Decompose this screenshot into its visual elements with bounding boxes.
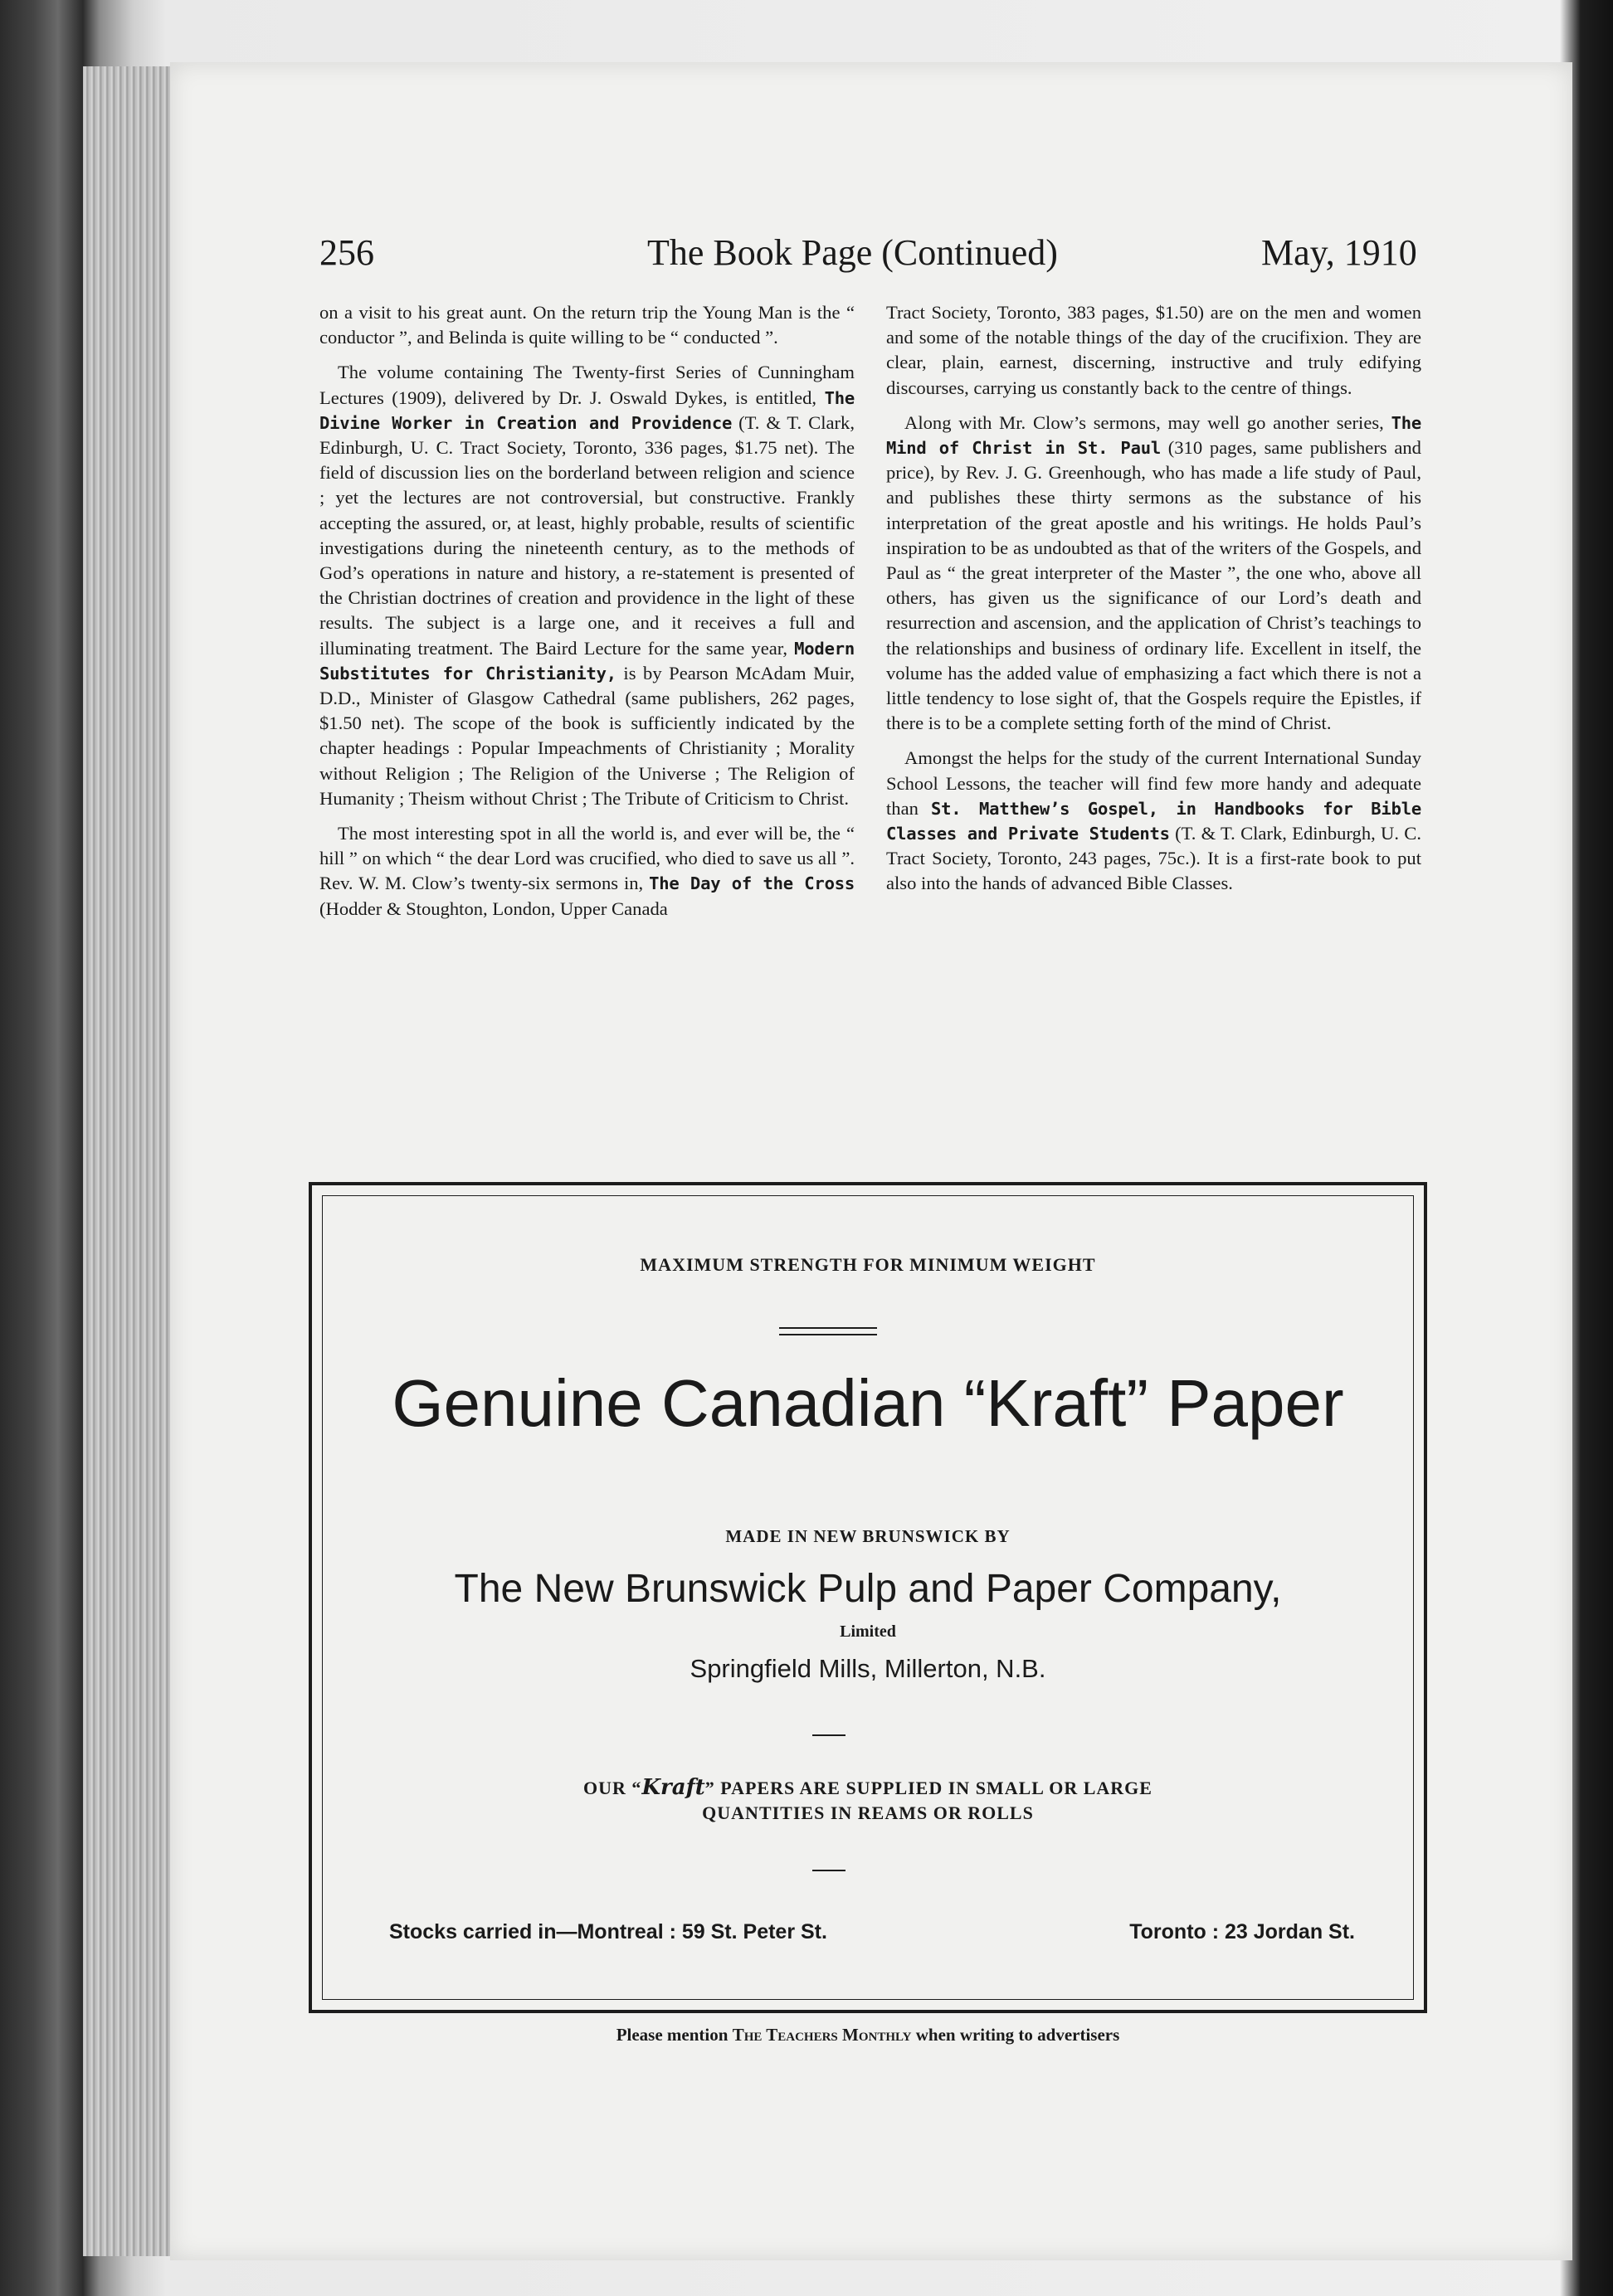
footer-note <box>309 2025 1427 2045</box>
body-text: The most interesting spot in all the world is, and ever will be, the “ hill ” on which “ the dear Lord was crucified, who died to save us all ”. Rev. W. M. Clow’s twenty-six sermons in, <box>319 823 855 894</box>
ad-tagline: MAXIMUM STRENGTH FOR MINIMUM WEIGHT <box>640 1254 1096 1275</box>
running-title: The Book Page (Continued) <box>647 232 1058 273</box>
ad-limited: Limited <box>840 1622 896 1641</box>
body-text: on a visit to his great aunt. On the return trip the Young Man is the “ conductor ”, and Belinda is quite willing to be “ conducted ”. <box>319 302 855 348</box>
ad-stock-toronto: Toronto : 23 Jordan St. <box>1129 1920 1355 1943</box>
paragraph <box>319 821 855 922</box>
ad-made-in: MADE IN NEW BRUNSWICK BY <box>725 1526 1011 1546</box>
advertisement-box <box>309 1182 1427 2013</box>
footer-text-before: Please mention <box>616 2025 733 2045</box>
ad-divider <box>812 1734 845 1736</box>
book-title: The Day of the Cross <box>649 873 855 894</box>
book-title: The Divine Worker in Creation and Providence <box>319 387 855 433</box>
ad-company-name: The New Brunswick Pulp and Paper Company, <box>454 1567 1282 1611</box>
ad-supply-prefix: OUR “ <box>583 1778 642 1798</box>
book-title: The Mind of Christ in St. Paul <box>886 412 1421 459</box>
body-text: Tract Society, Toronto, 383 pages, $1.50) are on the men and women and some of the notable things of the day of the crucifixion. They are clear, plain, earnest, discerning, instructive and truly edifying discourses, carrying us constantly back to the centre of things. <box>886 302 1421 398</box>
paragraph <box>319 360 855 811</box>
paragraph <box>319 300 855 350</box>
footer-text-after: when writing to advertisers <box>911 2025 1120 2045</box>
right-column <box>886 300 1421 897</box>
body-text: is by Pearson McAdam Muir, D.D., Minister of Glasgow Cathedral (same publishers, 262 pages, $1.50 net). The scope of the book is sufficiently indicated by the chapter headings : Popular Impeachments of Christianity ; Morality without Religion ; The Religion of the Universe ; The Religion of Humanity ; Theism without Christ ; The Tribute of Criticism to Christ. <box>319 662 855 809</box>
paragraph <box>886 411 1421 737</box>
ad-location: Springfield Mills, Millerton, N.B. <box>690 1654 1046 1683</box>
ad-headline: Genuine Canadian “Kraft” Paper <box>392 1366 1344 1440</box>
ad-supply-note <box>323 1775 1413 1826</box>
book-title: Modern Substitutes for Christianity, <box>319 638 855 683</box>
left-column <box>319 300 855 922</box>
footer-magazine-name: The Teachers Monthly <box>732 2025 912 2045</box>
ad-supply-line1: ” PAPERS ARE SUPPLIED IN SMALL OR LARGE <box>704 1778 1152 1798</box>
body-text: (310 pages, same publishers and price), by Rev. J. G. Greenhough, who has made a life study of Paul, and publishes these thirty sermons as the substance of his interpretation of the great apostle and his writings. He holds Paul’s inspiration to be as undoubted as that of the writers of the Gospels, and Paul as “ the great interpreter of the Master ”, the one who, above all others, has given us the significance of our Lord’s death and resurrection and ascension, and the application of Christ’s teachings to the relationships and business of ordinary life. Excellent in itself, the volume has the added value of emphasizing a fact which there is not a little tendency to lose sight of, that the Gospels require the Epistles, if there is to be a complete setting forth of the mind of Christ. <box>886 437 1421 734</box>
ad-stock-montreal: Stocks carried in—Montreal : 59 St. Peter St. <box>389 1920 827 1943</box>
ad-double-rule <box>779 1327 877 1335</box>
book-page-edges <box>83 66 183 2256</box>
body-text: (T. & T. Clark, Edinburgh, U. C. Tract Society, Toronto, 243 pages, 75c.). It is a first-rate book to put also into the hands of advanced Bible Classes. <box>886 823 1421 894</box>
page-number: 256 <box>319 232 374 273</box>
ad-supply-line2: QUANTITIES IN REAMS OR ROLLS <box>702 1802 1034 1823</box>
issue-date: May, 1910 <box>1261 232 1417 273</box>
ad-divider <box>812 1870 845 1871</box>
book-title: St. Matthew’s Gospel, in Handbooks for Bible Classes and Private Students <box>886 798 1421 844</box>
body-text: (Hodder & Stoughton, London, Upper Canada <box>319 897 668 919</box>
advertisement-inner-border <box>322 1195 1414 2000</box>
ad-kraft-word: Kraft <box>641 1775 705 1800</box>
paragraph <box>886 746 1421 896</box>
body-text: Amongst the helps for the study of the current International Sunday School Lessons, the teacher will find few more handy and adequate than <box>886 747 1421 819</box>
body-text: Along with Mr. Clow’s sermons, may well go another series, <box>904 411 1391 433</box>
paragraph <box>886 300 1421 401</box>
body-text: The volume containing The Twenty-first Series of Cunningham Lectures (1909), delivered by Dr. J. Oswald Dykes, is entitled, <box>319 362 855 408</box>
body-text: (T. & T. Clark, Edinburgh, U. C. Tract Society, Toronto, 336 pages, $1.75 net). The field of discussion lies on the borderland between religion and science ; yet the lectures are not controversial, but constructive. Frankly accepting the assured, or, at least, highly probable, results of scientific investigations during the nineteenth century, as to the methods of God’s operations in nature and history, a re-statement is presented of the Christian doctrines of creation and providence in the light of these results. The subject is a large one, and it receives a full and illuminating treatment. The Baird Lecture for the same year, <box>319 411 855 659</box>
